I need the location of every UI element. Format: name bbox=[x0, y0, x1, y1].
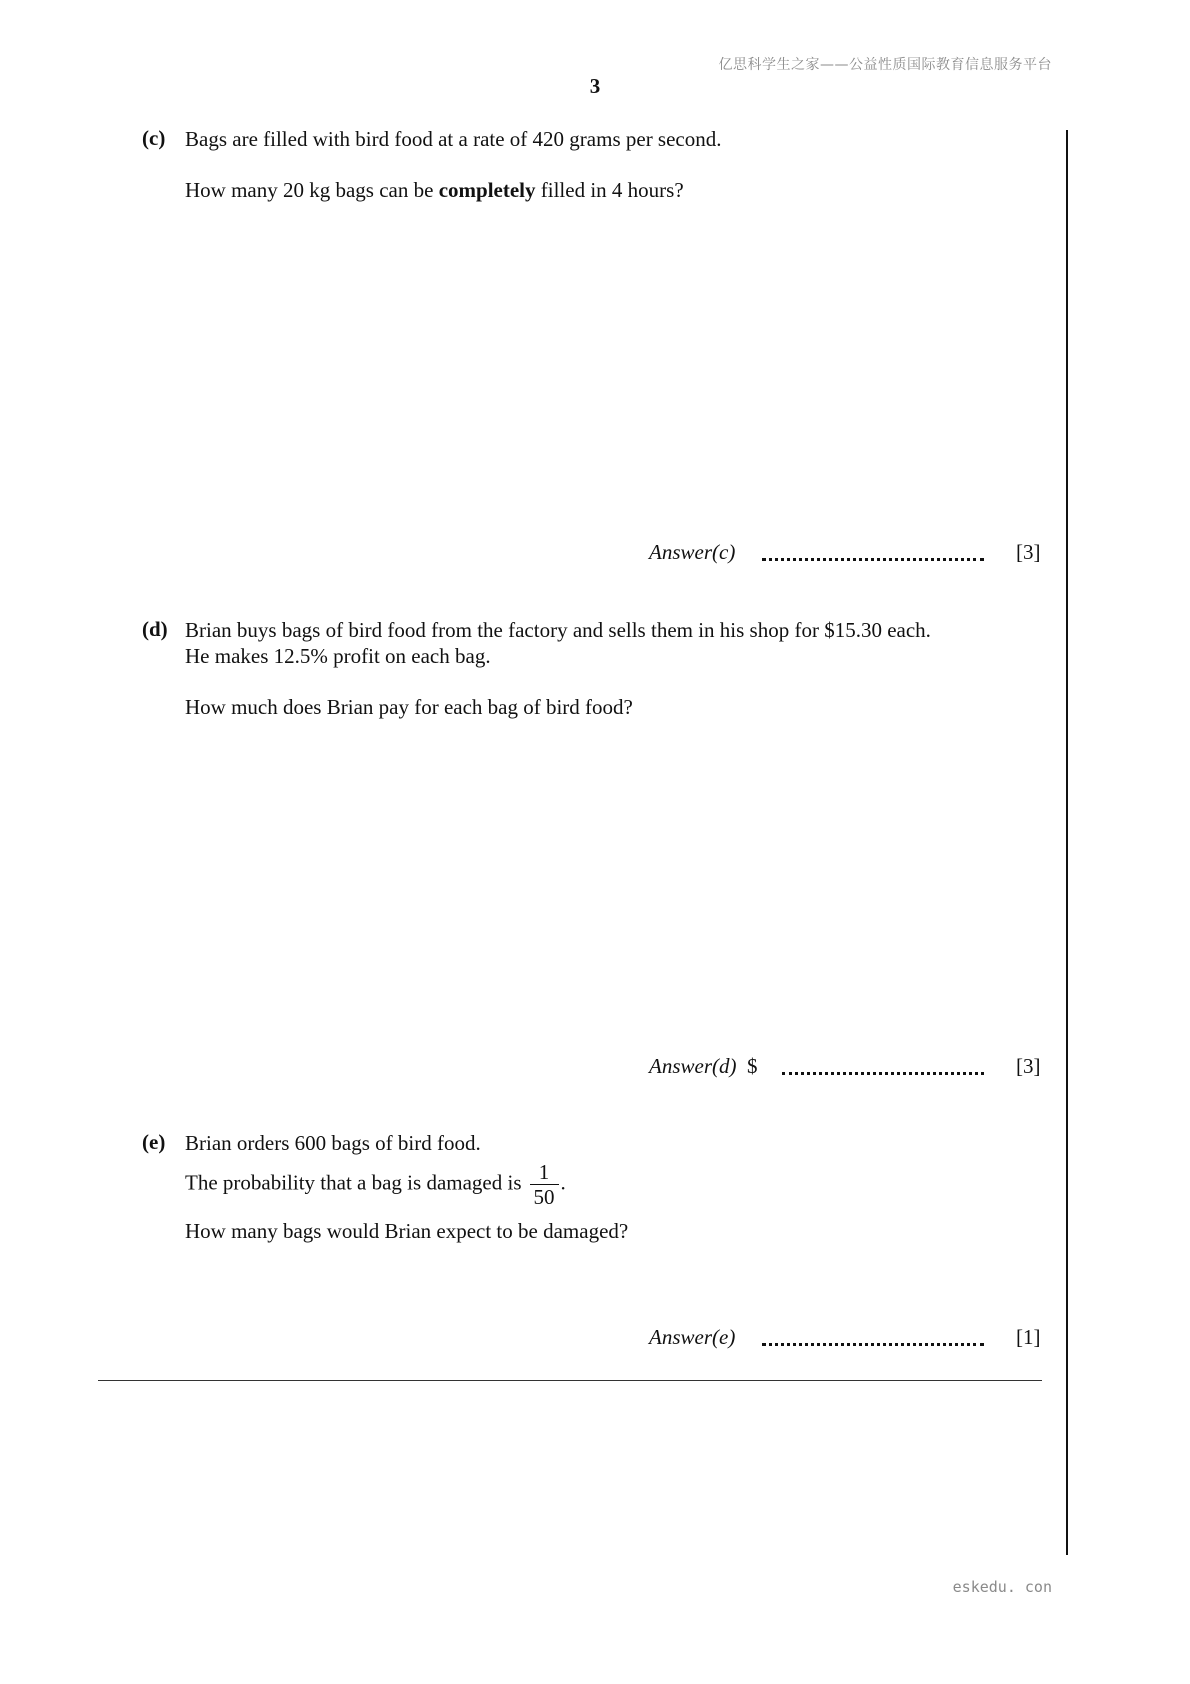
footer-watermark: eskedu. con bbox=[952, 1578, 1052, 1596]
question-e-label: (e) bbox=[142, 1130, 166, 1154]
probability-fraction bbox=[530, 1160, 559, 1209]
page-number: 3 bbox=[589, 74, 601, 98]
question-c-line2-after: filled in 4 hours? bbox=[535, 178, 684, 202]
question-d-line2: He makes 12.5% profit on each bag. bbox=[185, 644, 491, 668]
question-d-label: (d) bbox=[142, 617, 168, 641]
question-e-line2-before: The probability that a bag is damaged is bbox=[185, 1170, 522, 1195]
question-e-line3: How many bags would Brian expect to be damaged? bbox=[185, 1219, 629, 1243]
question-e-line2-after: . bbox=[560, 1170, 566, 1195]
header-watermark: 亿思科学生之家——公益性质国际教育信息服务平台 bbox=[718, 57, 1052, 73]
question-c-line1: Bags are filled with bird food at a rate of 420 grams per second. bbox=[185, 127, 722, 151]
fraction-denominator: 50 bbox=[533, 1185, 555, 1209]
question-d-line3: How much does Brian pay for each bag of bird food? bbox=[185, 695, 633, 719]
answer-d-label: Answer(d) bbox=[649, 1054, 737, 1078]
question-c-line2 bbox=[185, 177, 684, 203]
answer-e-field[interactable] bbox=[762, 1343, 984, 1346]
question-e-line2 bbox=[185, 1160, 566, 1209]
answer-c-marks: [3] bbox=[1016, 540, 1041, 564]
answer-d-marks: [3] bbox=[1016, 1054, 1041, 1078]
fraction-numerator: 1 bbox=[530, 1160, 559, 1185]
answer-e-label: Answer(e) bbox=[649, 1325, 736, 1349]
section-divider bbox=[98, 1380, 1042, 1381]
question-c-label: (c) bbox=[142, 126, 166, 150]
question-c-emphasis: completely bbox=[438, 178, 536, 202]
answer-e-marks: [1] bbox=[1016, 1325, 1041, 1349]
right-margin-line bbox=[1066, 130, 1068, 1555]
answer-c-field[interactable] bbox=[762, 558, 984, 561]
answer-c-label: Answer(c) bbox=[649, 540, 736, 564]
question-d-line1: Brian buys bags of bird food from the factory and sells them in his shop for $15.30 each. bbox=[185, 618, 931, 642]
question-e-line1: Brian orders 600 bags of bird food. bbox=[185, 1131, 481, 1155]
answer-d-currency: $ bbox=[747, 1054, 758, 1078]
answer-d-field[interactable] bbox=[782, 1072, 984, 1075]
question-c-line2-before: How many 20 kg bags can be bbox=[185, 178, 439, 202]
